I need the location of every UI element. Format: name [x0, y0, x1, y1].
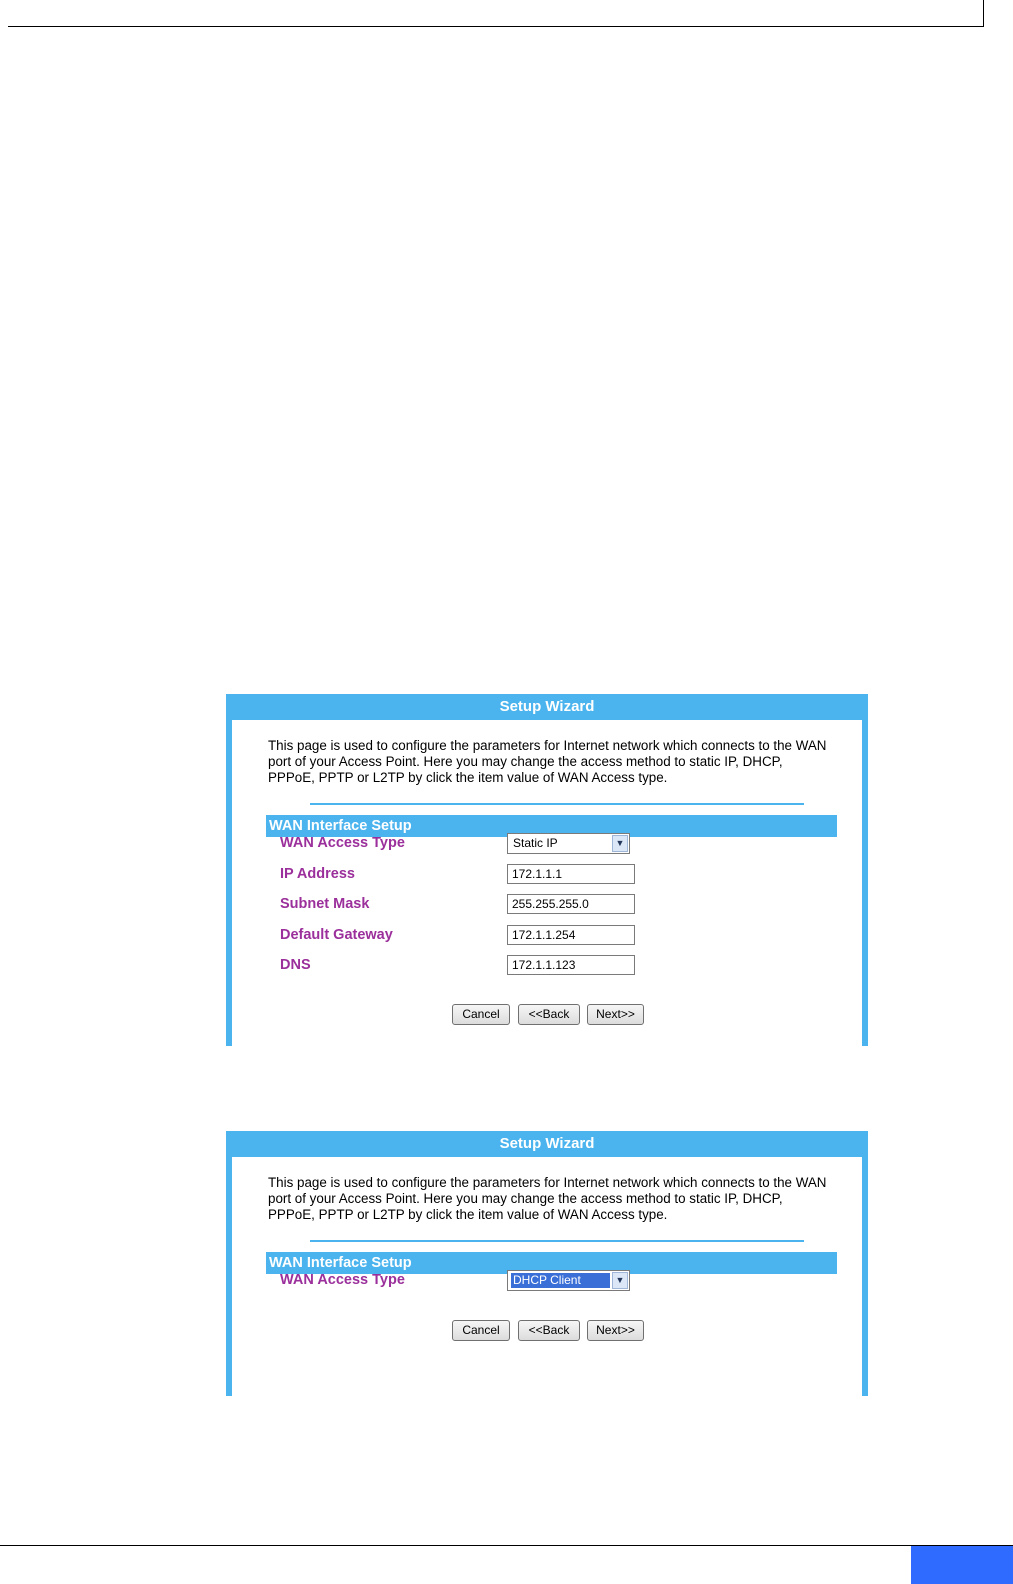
description-divider — [310, 803, 804, 805]
subnet-mask-label: Subnet Mask — [280, 896, 370, 912]
ip-address-input[interactable]: 172.1.1.1 — [507, 864, 635, 884]
header-rule — [8, 26, 983, 27]
ip-address-label: IP Address — [280, 866, 355, 882]
back-button[interactable]: <<Back — [518, 1004, 580, 1025]
section-title: WAN Interface Setup — [266, 1252, 837, 1274]
next-button[interactable]: Next>> — [587, 1320, 644, 1341]
wan-access-type-label: WAN Access Type — [280, 835, 405, 851]
section-title: WAN Interface Setup — [266, 815, 837, 837]
setup-wizard-static-ip — [226, 694, 868, 1046]
chevron-down-icon[interactable]: ▼ — [612, 1272, 628, 1289]
wan-access-type-select[interactable] — [507, 1270, 630, 1291]
wizard-description: This page is used to configure the parameters for Internet network which connects to the WAN port of your Access Point. Here you may change the access method to static IP, DHCP, PPPoE, PPTP or L2TP by click the item value of WAN Access type. — [268, 1175, 827, 1222]
wan-access-type-value: Static IP — [513, 836, 558, 850]
header-rule-tick — [983, 0, 984, 27]
setup-wizard-dhcp-client — [226, 1131, 868, 1396]
wan-access-type-label: WAN Access Type — [280, 1272, 405, 1288]
subnet-mask-input[interactable]: 255.255.255.0 — [507, 894, 635, 914]
wizard-title: Setup Wizard — [226, 1131, 868, 1157]
wan-access-type-select[interactable] — [507, 833, 630, 854]
page-number-tab — [911, 1546, 1013, 1584]
default-gateway-label: Default Gateway — [280, 927, 393, 943]
back-button[interactable]: <<Back — [518, 1320, 580, 1341]
dns-label: DNS — [280, 957, 311, 973]
chevron-down-icon[interactable]: ▼ — [612, 835, 628, 852]
description-divider — [310, 1240, 804, 1242]
footer-rule — [0, 1545, 1013, 1546]
wizard-description: This page is used to configure the parameters for Internet network which connects to the WAN port of your Access Point. Here you may change the access method to static IP, DHCP, PPPoE, PPTP or L2TP by click the item value of WAN Access type. — [268, 738, 827, 785]
default-gateway-input[interactable]: 172.1.1.254 — [507, 925, 635, 945]
cancel-button[interactable]: Cancel — [452, 1004, 510, 1025]
wan-access-type-value: DHCP Client — [511, 1273, 610, 1288]
wizard-title: Setup Wizard — [226, 694, 868, 720]
dns-input[interactable]: 172.1.1.123 — [507, 955, 635, 975]
cancel-button[interactable]: Cancel — [452, 1320, 510, 1341]
next-button[interactable]: Next>> — [587, 1004, 644, 1025]
